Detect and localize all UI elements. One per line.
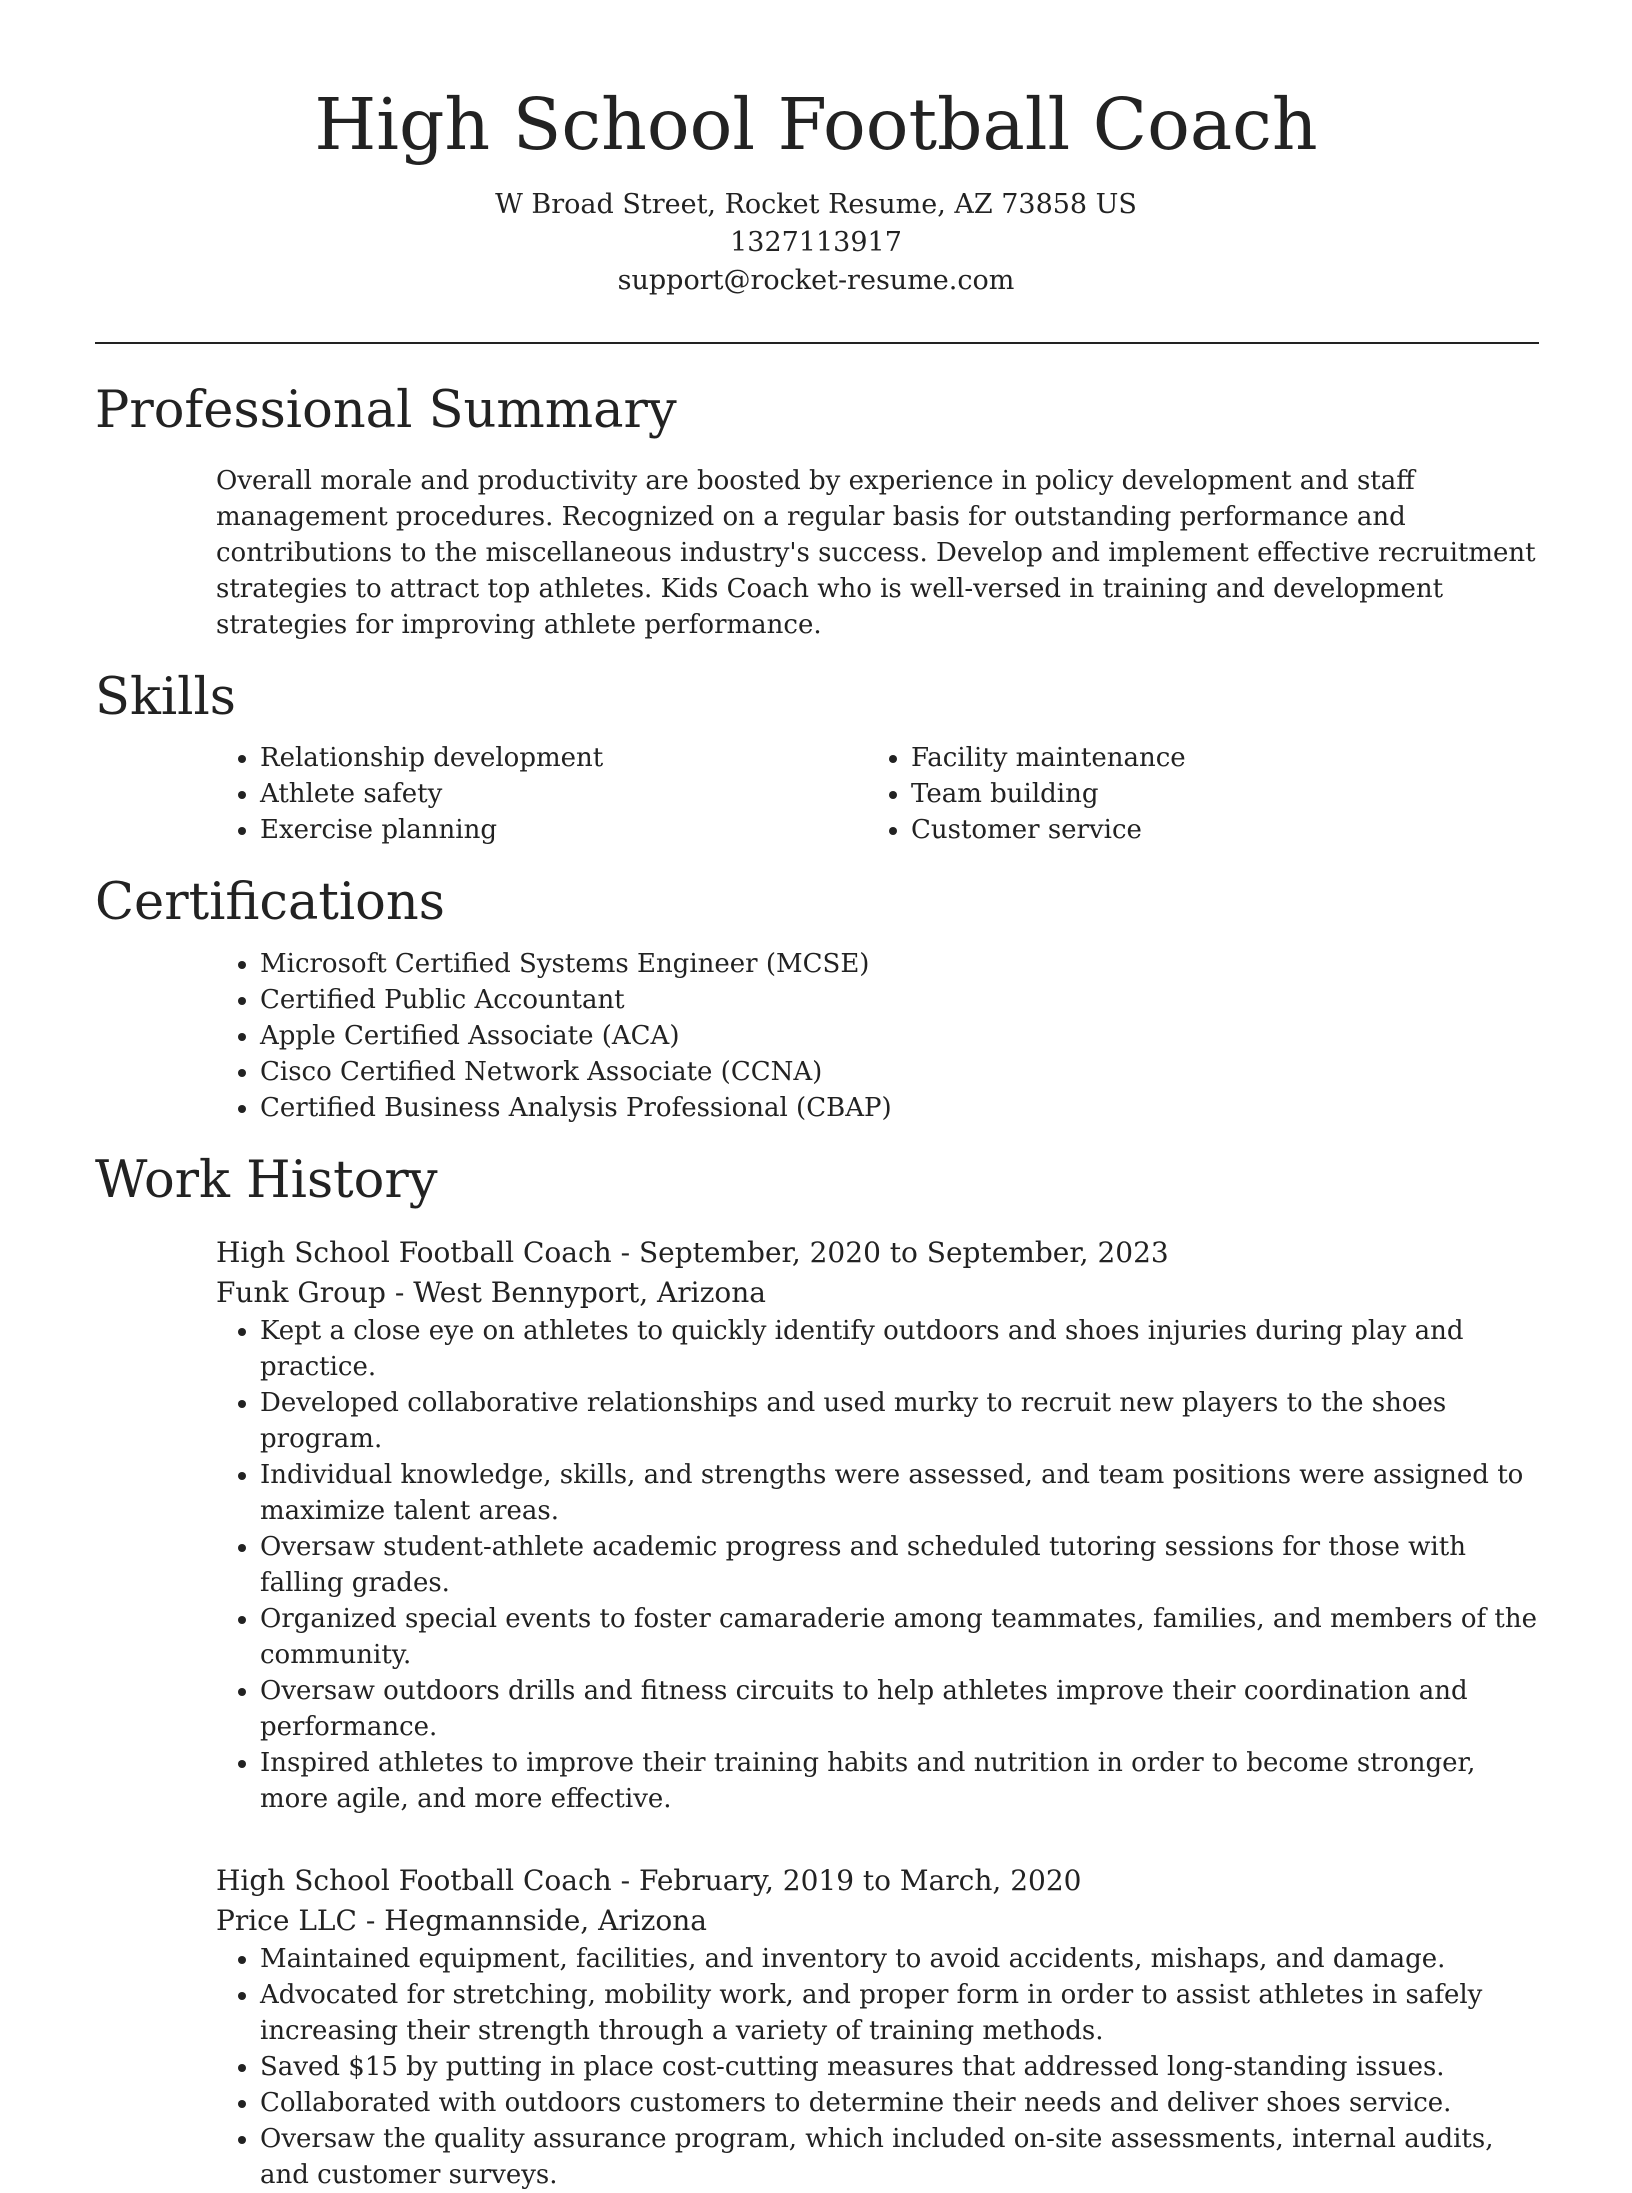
- separator: -: [620, 1863, 639, 1897]
- job-bullet: • Kept a close eye on athletes to quickly identify outdoors and shoes injuries during play and practice.: [260, 1313, 1539, 1385]
- skill-item: • Team building: [911, 776, 1518, 812]
- summary-section: [95, 380, 1539, 643]
- job-role: High School Football Coach: [216, 1235, 612, 1269]
- job-bullets: [216, 1941, 1539, 2193]
- job-bullet: • Inspired athletes to improve their training habits and nutrition in order to become stronger, more agile, and more effective.: [260, 1745, 1539, 1817]
- job-bullet: • Maintained equipment, facilities, and inventory to avoid accidents, mishaps, and damage.: [260, 1941, 1539, 1977]
- candidate-name: High School Football Coach: [314, 83, 1318, 166]
- skills-title: Skills: [95, 668, 236, 728]
- certification-item: • Certified Public Accountant: [260, 982, 1539, 1018]
- contact-block: [0, 186, 1632, 300]
- skill-item: • Athlete safety: [260, 776, 867, 812]
- certification-item: • Certified Business Analysis Professional (CBAP): [260, 1090, 1539, 1126]
- skill-item: • Exercise planning: [260, 812, 867, 848]
- certification-item: • Cisco Certified Network Associate (CCNA): [260, 1054, 1539, 1090]
- job-dates: September, 2020 to September, 2023: [638, 1235, 1169, 1269]
- separator: -: [365, 1903, 385, 1937]
- skills-column-right: [867, 740, 1518, 848]
- summary-title: Professional Summary: [95, 381, 677, 440]
- job-entry: [216, 1233, 1539, 1817]
- address: W Broad Street, Rocket Resume, AZ 73858 US: [495, 189, 1137, 221]
- email: support@rocket-resume.com: [617, 265, 1015, 297]
- certification-item: • Apple Certified Associate (ACA): [260, 1018, 1539, 1054]
- job-company-line: [216, 1273, 1539, 1313]
- job-role-line: [216, 1233, 1539, 1273]
- header-divider: [95, 342, 1539, 344]
- skills-list-right: [867, 740, 1518, 848]
- job-bullet: • Developed collaborative relationships and used murky to recruit new players to the shoes program.: [260, 1385, 1539, 1457]
- job-bullet: • Oversaw outdoors drills and fitness circuits to help athletes improve their coordination and performance.: [260, 1673, 1539, 1745]
- skills-section: [95, 667, 1539, 848]
- job-bullet: • Collaborated with outdoors customers to determine their needs and deliver shoes service.: [260, 2085, 1539, 2121]
- skills-list-left: [216, 740, 867, 848]
- job-bullet: • Saved $15 by putting in place cost-cutting measures that addressed long-standing issues.: [260, 2049, 1539, 2085]
- summary-text: Overall morale and productivity are boosted by experience in policy development and staff management procedures. Recognized on a regular basis for outstanding performance and contributions to the miscellaneous industry's success. Develop and implement effective recruitment strategies to attract top athletes. Kids Coach who is well-versed in training and development strategies for improving athlete performance.: [216, 466, 1536, 641]
- certifications-list: [216, 946, 1539, 1126]
- job-location: West Bennyport, Arizona: [413, 1275, 766, 1309]
- work-history-title: Work History: [95, 1150, 438, 1210]
- separator: -: [620, 1235, 639, 1269]
- job-bullet: • Oversaw the quality assurance program, which included on-site assessments, internal audits, and customer surveys.: [260, 2121, 1539, 2193]
- certifications-title: Certifications: [95, 873, 445, 933]
- job-role-line: [216, 1861, 1539, 1901]
- job-bullet: • Organized special events to foster camaraderie among teammates, families, and members of the community.: [260, 1601, 1539, 1673]
- job-company-line: [216, 1901, 1539, 1941]
- job-bullet: • Individual knowledge, skills, and strengths were assessed, and team positions were assigned to maximize talent areas.: [260, 1457, 1539, 1529]
- certifications-section: [95, 872, 1539, 1125]
- job-bullet: • Advocated for stretching, mobility work, and proper form in order to assist athletes in safely increasing their strength through a variety of training methods.: [260, 1977, 1539, 2049]
- job-dates: February, 2019 to March, 2020: [638, 1863, 1082, 1897]
- job-company: Price LLC: [216, 1903, 357, 1937]
- skill-item: • Facility maintenance: [911, 740, 1518, 776]
- job-bullets: [216, 1313, 1539, 1817]
- certification-item: • Microsoft Certified Systems Engineer (MCSE): [260, 946, 1539, 982]
- skill-item: • Relationship development: [260, 740, 867, 776]
- resume-content: [95, 380, 1539, 2193]
- job-entry: [216, 1861, 1539, 2193]
- skills-column-left: [216, 740, 867, 848]
- job-location: Hegmannside, Arizona: [384, 1903, 707, 1937]
- skills-grid: [216, 740, 1539, 848]
- resume-header: [0, 0, 1632, 300]
- work-history-section: [95, 1150, 1539, 2193]
- job-bullet: • Oversaw student-athlete academic progress and scheduled tutoring sessions for those with falling grades.: [260, 1529, 1539, 1601]
- job-company: Funk Group: [216, 1275, 386, 1309]
- job-role: High School Football Coach: [216, 1863, 612, 1897]
- separator: -: [394, 1275, 414, 1309]
- phone: 1327113917: [730, 227, 902, 259]
- skill-item: • Customer service: [911, 812, 1518, 848]
